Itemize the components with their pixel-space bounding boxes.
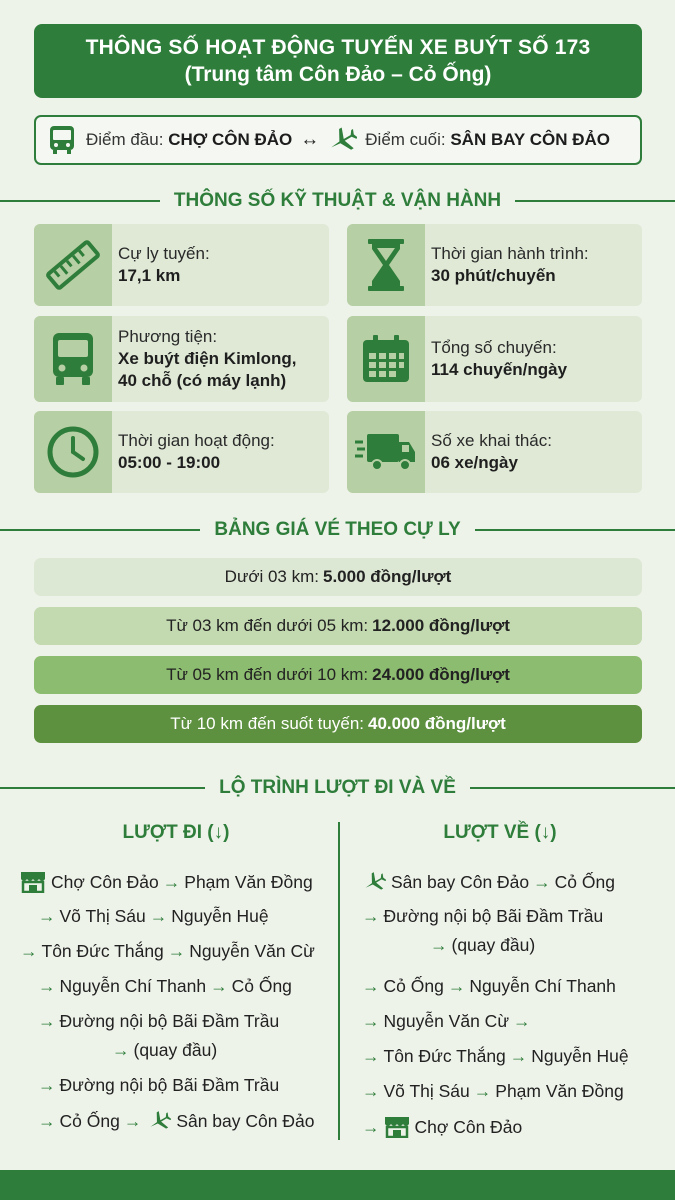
stop: Chợ Côn Đảo — [414, 1116, 523, 1137]
clock-icon — [46, 425, 100, 479]
route-line — [362, 976, 616, 997]
spec-value: 114 chuyến/ngày — [431, 360, 568, 379]
arrow-right-icon: → — [210, 976, 228, 996]
fare-row — [34, 558, 642, 596]
arrow-right-icon: → — [362, 1046, 380, 1066]
stop: Võ Thị Sáu — [383, 1081, 470, 1101]
market-icon — [384, 1116, 410, 1138]
fare-distance: Dưới 03 km: — [224, 567, 319, 586]
spec-value: 30 phút/chuyến — [431, 266, 556, 285]
stop: Nguyễn Chí Thanh — [469, 976, 616, 996]
return-title: LƯỢT VỀ (↓) — [443, 822, 557, 843]
route-line — [20, 871, 313, 893]
fare-distance: Từ 03 km đến dưới 05 km: — [166, 616, 369, 635]
spec-value: 17,1 km — [118, 266, 181, 285]
outbound-title: LƯỢT ĐI (↓) — [122, 822, 230, 843]
route-endpoints-bar — [34, 115, 642, 165]
fare-price: 40.000 đồng/lượt — [368, 714, 506, 733]
spec-card-vehicle-count — [347, 411, 642, 493]
airplane-icon — [327, 126, 357, 154]
spec-card-distance — [34, 224, 329, 306]
route-line — [362, 1011, 535, 1032]
arrow-right-icon: → — [38, 976, 56, 996]
stop: Đường nội bộ Bãi Đầm Trầu — [59, 1011, 280, 1031]
stop: Phạm Văn Đồng — [184, 871, 313, 892]
arrow-right-icon: → — [430, 935, 448, 955]
title-line-1: THÔNG SỐ HOẠT ĐỘNG TUYẾN XE BUÝT SỐ 173 — [85, 35, 591, 59]
fares-heading-text: BẢNG GIÁ VÉ THEO CỰ LY — [214, 519, 461, 540]
arrow-right-icon: → — [473, 1081, 492, 1101]
market-icon — [20, 871, 46, 893]
arrow-right-icon: → — [38, 1075, 56, 1095]
route-line — [362, 871, 615, 893]
arrow-right-icon: → — [162, 871, 181, 892]
arrow-right-icon: → — [362, 976, 380, 996]
specs-heading-text: THÔNG SỐ KỸ THUẬT & VẬN HÀNH — [173, 190, 502, 211]
stop: Tôn Đức Thắng — [41, 941, 164, 961]
footer-bar — [0, 1170, 675, 1200]
specs-heading — [0, 186, 675, 216]
route-line — [112, 1040, 217, 1061]
spec-value: 05:00 - 19:00 — [118, 453, 221, 472]
spec-label: Cự ly tuyến: — [118, 244, 210, 263]
ruler-icon — [45, 237, 101, 293]
fare-row — [34, 656, 642, 694]
fare-row — [34, 607, 642, 645]
route-line — [20, 941, 315, 962]
spec-label: Số xe khai thác: — [431, 431, 552, 450]
arrow-right-icon: → — [20, 941, 38, 961]
arrow-right-icon: → — [509, 1046, 528, 1066]
spec-label: Thời gian hành trình: — [431, 244, 589, 263]
spec-label: Tổng số chuyến: — [431, 338, 557, 357]
truck-icon — [355, 430, 417, 474]
arrow-right-icon: → — [38, 906, 56, 926]
spec-card-operating-hours — [34, 411, 329, 493]
spec-label: Thời gian hoạt động: — [118, 431, 275, 450]
arrow-right-icon: → — [362, 1116, 380, 1137]
spec-value: Xe buýt điện Kimlong, — [118, 349, 297, 368]
stop: Cỏ Ống — [383, 976, 444, 996]
start-label: Điểm đầu: — [86, 130, 164, 149]
stop: Võ Thị Sáu — [59, 906, 146, 926]
route-line — [362, 1116, 522, 1138]
arrow-right-icon: → — [38, 1011, 56, 1031]
routes-heading-text: LỘ TRÌNH LƯỢT ĐI VÀ VỀ — [219, 777, 456, 798]
stop: Nguyễn Chí Thanh — [59, 976, 207, 996]
bus-icon — [50, 331, 96, 387]
arrow-right-icon: → — [149, 906, 168, 926]
arrow-right-icon: → — [362, 906, 380, 926]
spec-value-line-2: 40 chỗ (có máy lạnh) — [118, 371, 287, 390]
stop: Sân bay Côn Đảo — [176, 1110, 315, 1131]
bidirectional-arrow: ↔ — [300, 129, 320, 150]
route-line — [362, 906, 603, 927]
stop: Cỏ Ống — [554, 871, 615, 892]
stop-note: (quay đầu) — [451, 935, 536, 955]
stop-note: (quay đầu) — [133, 1040, 218, 1060]
arrow-right-icon: → — [513, 1011, 531, 1031]
spec-card-total-trips — [347, 316, 642, 402]
stop: Cỏ Ống — [59, 1110, 120, 1131]
fare-distance: Từ 10 km đến suốt tuyến: — [170, 714, 364, 733]
route-line — [362, 1081, 624, 1102]
stop: Cỏ Ống — [231, 976, 292, 996]
spec-label: Phương tiện: — [118, 327, 218, 346]
fare-price: 24.000 đồng/lượt — [372, 665, 510, 684]
fare-row — [34, 705, 642, 743]
fare-price: 12.000 đồng/lượt — [372, 616, 510, 635]
arrow-right-icon: → — [447, 976, 466, 996]
calendar-icon — [360, 333, 412, 385]
route-line — [38, 976, 292, 997]
arrow-right-icon: → — [362, 1011, 380, 1031]
title-banner — [34, 24, 642, 98]
fare-distance: Từ 05 km đến dưới 10 km: — [166, 665, 369, 684]
arrow-right-icon: → — [167, 941, 186, 961]
stop: Nguyễn Huệ — [171, 906, 269, 926]
routes-heading — [0, 773, 675, 803]
start-value: CHỢ CÔN ĐẢO — [168, 130, 293, 149]
route-line — [38, 1075, 279, 1096]
route-line — [38, 906, 269, 927]
stop: Đường nội bộ Bãi Đầm Trầu — [59, 1075, 280, 1095]
arrow-right-icon: → — [533, 871, 551, 892]
spec-card-travel-time — [347, 224, 642, 306]
airplane-icon — [147, 1110, 171, 1132]
route-line — [362, 1046, 629, 1067]
fare-price: 5.000 đồng/lượt — [323, 567, 452, 586]
route-line — [430, 935, 535, 956]
spec-card-vehicle — [34, 316, 329, 402]
spec-value: 06 xe/ngày — [431, 453, 518, 472]
stop: Nguyễn Huệ — [531, 1046, 629, 1066]
stop: Chợ Côn Đảo — [51, 871, 159, 892]
stop: Phạm Văn Đồng — [495, 1081, 624, 1101]
route-line — [38, 1011, 279, 1032]
hourglass-icon — [362, 237, 410, 293]
title-line-2: (Trung tâm Côn Đảo – Cỏ Ống) — [184, 62, 492, 86]
bus-icon — [46, 124, 78, 156]
stop: Sân bay Côn Đảo — [391, 871, 530, 892]
route-line — [38, 1110, 314, 1132]
column-divider — [338, 822, 340, 1140]
stop: Nguyễn Văn Cừ — [383, 1011, 510, 1031]
fares-heading — [0, 515, 675, 545]
stop: Nguyễn Văn Cừ — [189, 941, 315, 961]
stop: Tôn Đức Thắng — [383, 1046, 506, 1066]
end-label: Điểm cuối: — [365, 130, 446, 149]
arrow-right-icon: → — [362, 1081, 380, 1101]
arrow-right-icon: → — [38, 1110, 56, 1131]
stop: Đường nội bộ Bãi Đầm Trầu — [383, 906, 604, 926]
arrow-right-icon: → — [112, 1040, 130, 1060]
airplane-icon — [362, 871, 386, 893]
arrow-right-icon: → — [123, 1110, 142, 1131]
end-value: SÂN BAY CÔN ĐẢO — [450, 130, 610, 149]
